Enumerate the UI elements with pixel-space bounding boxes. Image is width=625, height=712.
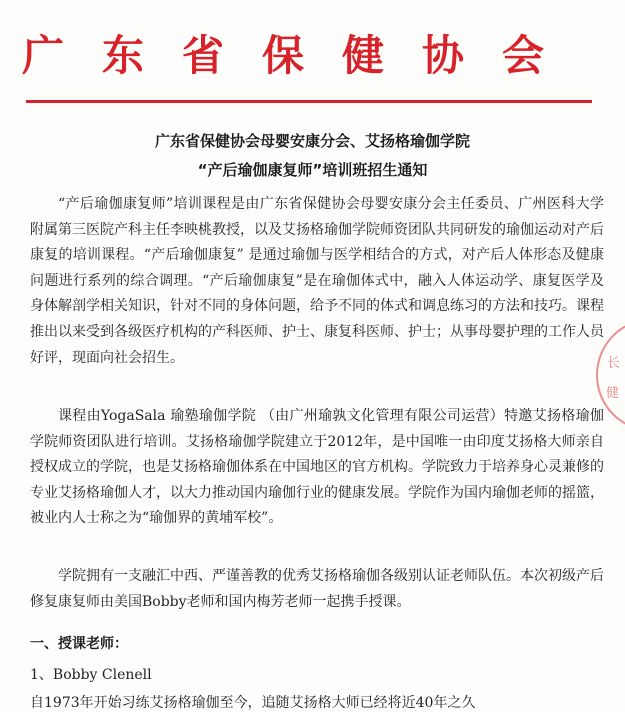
seal-character: 长 xyxy=(607,356,621,371)
intro-paragraph: “产后瑜伽康复师”培训课程是由广东省保健协会母婴安康分会主任委员、广州医科大学附属第三医院产科主任李映桃教授，以及艾扬格瑜伽学院师资团队共同研发的瑜伽运动对产后康复的培训课程。“产后瑜伽康复” 是通过瑜伽与医学相结合的方式，对产后人体形态及健康问题进行系列的综合调理。“产后瑜伽康复”是在瑜伽体式中，融入人体运动学、康复医学及身体解剖学相关知识，针对不同的身体问题，给予不同的体式和调息练习的方法和技巧。课程推出以来受到各级医疗机构的产科医师、护士、康复科医师、护士；从事母婴护理的工作人员好评，现面向社会招生。 xyxy=(30,196,604,366)
section-heading-teachers: 一、授课老师： xyxy=(30,636,128,652)
letterhead-org-name: 广东省保健协会 xyxy=(22,31,583,80)
teachers-paragraph: 学院拥有一支融汇中西、严谨善教的优秀艾扬格瑜伽各级别认证老师队伍。本次初级产后修复康复师由美国Bobby老师和国内梅芳老师一起携手授课。 xyxy=(30,568,604,610)
academy-paragraph: 课程由YogaSala 瑜塾瑜伽学院 （由广州瑜孰文化管理有限公司运营）特邀艾扬格瑜伽学院师资团队进行培训。艾扬格瑜伽学院建立于2012年，是中国唯一由印度艾扬格大师亲自授权成立的学院，也是艾扬格瑜伽体系在中国地区的官方机构。学院致力于培养身心灵兼修的专业艾扬格瑜伽人才，以大力推动国内瑜伽行业的健康发展。学院作为国内瑜伽老师的摇篮，被业内人士称之为“瑜伽界的黄埔军校”。 xyxy=(30,408,604,527)
teacher-name: 1、Bobby Clenell xyxy=(30,667,152,683)
notice-title-line2: “产后瑜伽康复师”培训班招生通知 xyxy=(197,161,428,179)
notice-title-line1: 广东省保健协会母婴安康分会、艾扬格瑜伽学院 xyxy=(154,132,470,150)
seal-character: 健 xyxy=(606,386,620,401)
teacher-description: 自1973年开始习练艾扬格瑜伽至今，追随艾扬格大师已经将近40年之久 xyxy=(30,695,476,711)
letterhead-divider xyxy=(26,100,592,103)
